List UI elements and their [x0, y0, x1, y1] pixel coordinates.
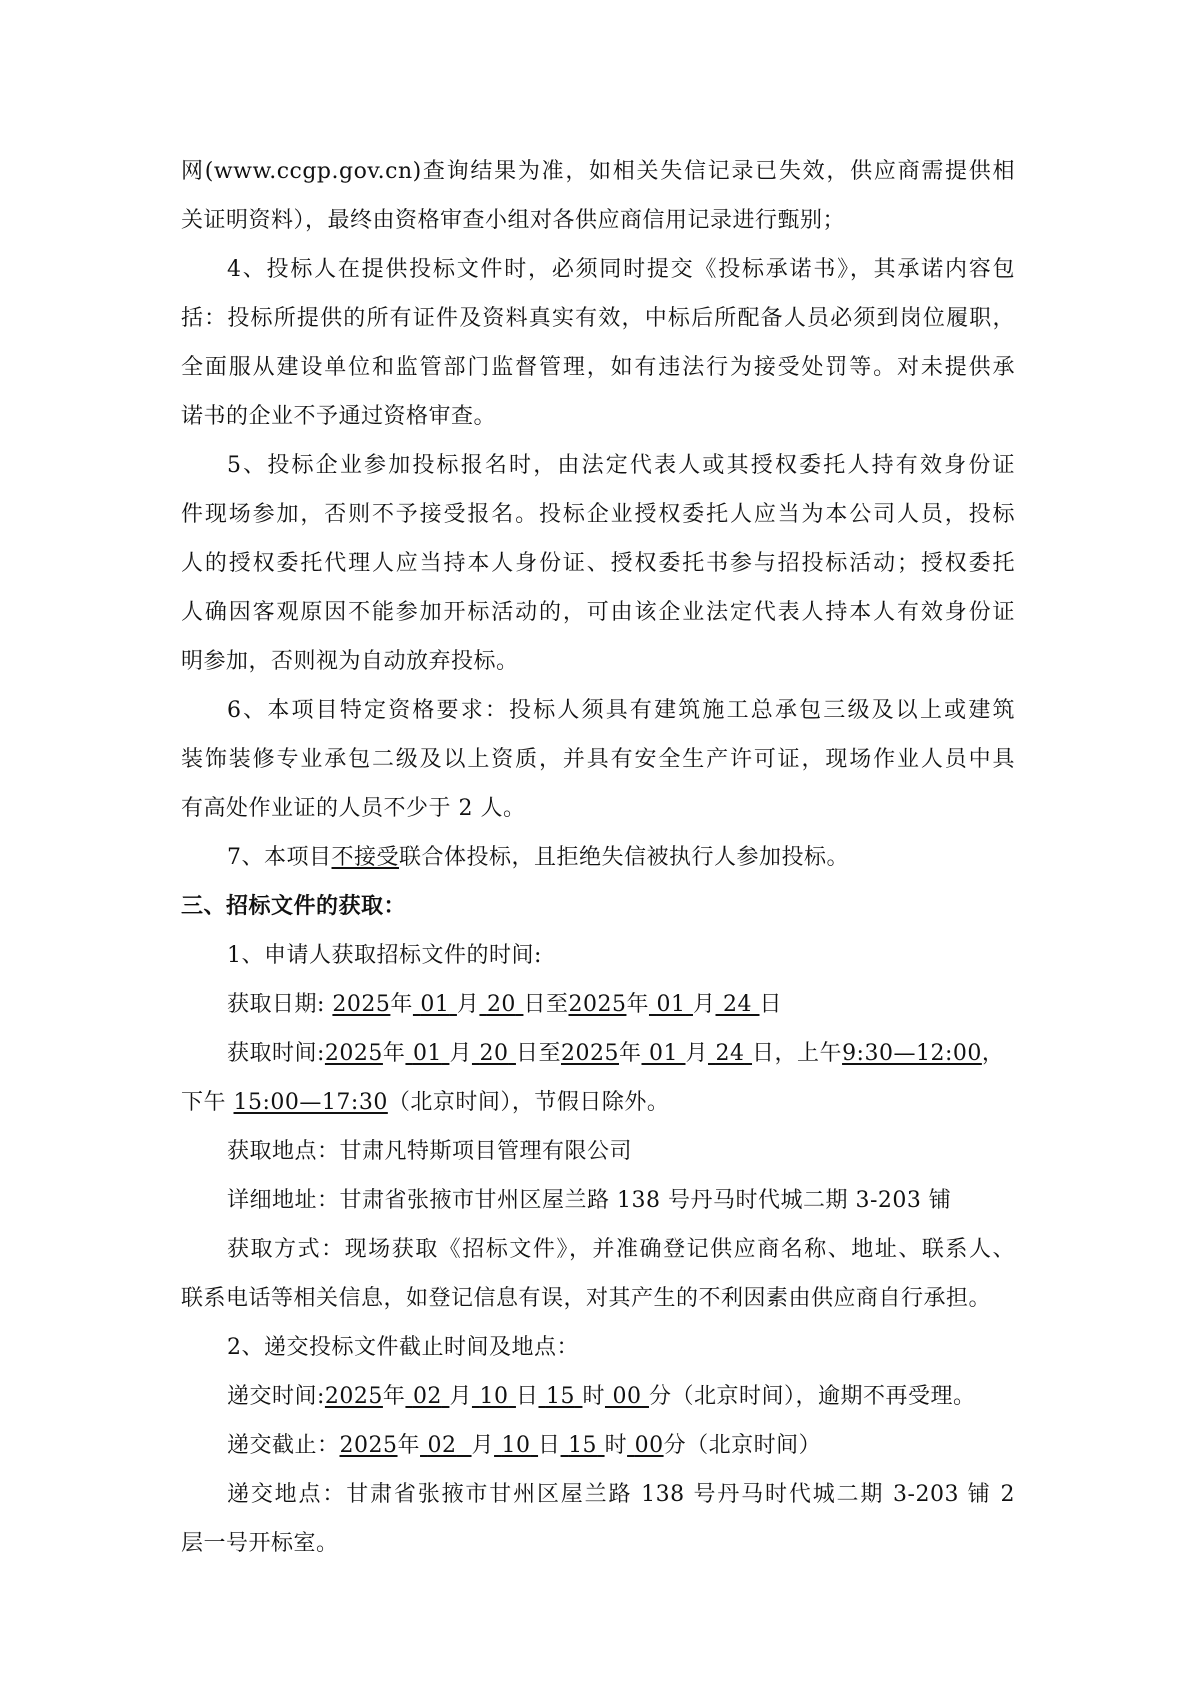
- unit: 年: [618, 1041, 642, 1066]
- date-field: 2025: [568, 992, 627, 1017]
- unit: 至: [538, 1041, 561, 1066]
- paragraph-joint-bid: [181, 833, 1015, 882]
- submit-time-line: [181, 1372, 1015, 1421]
- text-line: 装饰装修专业承包二级及以上资质，并具有安全生产许可证，现场作业人员中具: [181, 747, 1015, 772]
- obtain-date-line: [181, 980, 1015, 1029]
- unit: 月: [685, 1041, 709, 1066]
- text-segment: （北京时间），逾期不再受理。: [671, 1384, 976, 1409]
- time-range: 15:00—17:30: [233, 1090, 388, 1115]
- text-line: 全面服从建设单位和监管部门监督管理，如有违法行为接受处罚等。对未提供承: [181, 355, 1015, 380]
- unit: 日: [752, 1041, 775, 1066]
- date-field: 01: [412, 1041, 442, 1066]
- text-line: 有高处作业证的人员不少于 2 人。: [181, 796, 526, 821]
- date-field: 20: [479, 1041, 509, 1066]
- text-line: 人的授权委托代理人应当持本人身份证、授权委托书参与招投标活动；授权委托: [181, 551, 1015, 576]
- paragraph-commitment: [181, 245, 1015, 441]
- text-segment: 7、本项目: [227, 845, 332, 870]
- item-title: 2、递交投标文件截止时间及地点：: [227, 1335, 579, 1360]
- item-title: 1、申请人获取招标文件的时间:: [227, 943, 542, 968]
- unit: ，: [981, 1041, 1005, 1066]
- submit-place: 递交地点：甘肃省张掖市甘州区屋兰路 138 号丹马时代城二期 3-203 铺 2: [227, 1482, 1015, 1507]
- text-line: 人确因客观原因不能参加开标活动的，可由该企业法定代表人持本人有效身份证: [181, 600, 1015, 625]
- text-segment: （北京时间），节假日除外。: [387, 1090, 670, 1115]
- unit: 时: [582, 1384, 605, 1409]
- date-field: 24: [723, 992, 752, 1017]
- unit: 分: [648, 1384, 672, 1409]
- date-field: 00: [634, 1433, 664, 1458]
- unit: 月: [456, 992, 480, 1017]
- date-field: 01: [649, 1041, 678, 1066]
- unit: 年: [397, 1433, 421, 1458]
- unit: 日: [759, 992, 783, 1017]
- unit: 日: [515, 1041, 539, 1066]
- obtain-place: 获取地点：甘肃凡特斯项目管理有限公司: [227, 1139, 633, 1164]
- unit: 月: [449, 1384, 472, 1409]
- date-field: 10: [501, 1433, 531, 1458]
- date-field: 01: [420, 992, 450, 1017]
- date-field: 20: [486, 992, 516, 1017]
- time-range: 9:30—12:00: [842, 1041, 982, 1066]
- field-label: 递交截止：: [227, 1433, 340, 1458]
- unit: 年: [382, 1041, 406, 1066]
- unit: 月: [449, 1041, 472, 1066]
- section-heading: 三、招标文件的获取：: [181, 894, 407, 919]
- text-line: 括：投标所提供的所有证件及资料真实有效，中标后所配备人员必须到岗位履职，: [181, 306, 1015, 331]
- obtain-time-line: [181, 1029, 1015, 1078]
- date-field: 00: [612, 1384, 642, 1409]
- text-line: 关证明资料），最终由资格审查小组对各供应商信用记录进行甄别；: [181, 208, 846, 233]
- underlined-text: 不接受: [331, 845, 400, 870]
- unit: 日: [515, 1384, 539, 1409]
- date-field: 15: [545, 1384, 575, 1409]
- text-line: 6、本项目特定资格要求：投标人须具有建筑施工总承包三级及以上或建筑: [227, 698, 1015, 723]
- unit: 月: [471, 1433, 495, 1458]
- date-field: 15: [568, 1433, 598, 1458]
- date-field: 24: [715, 1041, 745, 1066]
- unit: 日: [523, 992, 546, 1017]
- date-field: 01: [656, 992, 686, 1017]
- unit: 时: [604, 1433, 628, 1458]
- unit: 年: [382, 1384, 406, 1409]
- am-label: 上午: [797, 1041, 843, 1066]
- date-field: 2025: [560, 1041, 619, 1066]
- field-label: 获取时间:: [227, 1041, 325, 1066]
- text-segment: 联合体投标，且拒绝失信被执行人参加投标。: [399, 845, 850, 870]
- text-line: 5、投标企业参加投标报名时，由法定代表人或其授权委托人持有效身份证: [227, 453, 1015, 478]
- text-segment: （北京时间）: [686, 1433, 822, 1458]
- pm-label: 下午: [181, 1090, 227, 1115]
- date-field: 2025: [324, 1384, 383, 1409]
- paragraph-qualification: [181, 686, 1015, 833]
- date-field: 2025: [339, 1433, 398, 1458]
- text-line: 网(www.ccgp.gov.cn)查询结果为准，如相关失信记录已失效，供应商需提供相: [181, 159, 1015, 184]
- date-field: 02: [412, 1384, 442, 1409]
- unit: ，: [774, 1041, 798, 1066]
- text-line: 明参加，否则视为自动放弃投标。: [181, 649, 519, 674]
- date-field: 2025: [324, 1041, 383, 1066]
- unit: 年: [626, 992, 649, 1017]
- deadline-line: [181, 1421, 1015, 1470]
- text-line: 诺书的企业不予通过资格审查。: [181, 404, 497, 429]
- paragraph-registration: [181, 441, 1015, 686]
- date-field: 10: [479, 1384, 509, 1409]
- paragraph-credit-check: [181, 147, 1015, 245]
- unit: 月: [692, 992, 716, 1017]
- unit: 至: [545, 992, 569, 1017]
- date-field: 2025: [332, 992, 391, 1017]
- text-line: 4、投标人在提供投标文件时，必须同时提交《投标承诺书》，其承诺内容包: [227, 257, 1015, 282]
- field-label: 递交时间:: [227, 1384, 325, 1409]
- obtain-time-line-cont: [181, 1078, 1015, 1127]
- obtain-method-cont: 联系电话等相关信息，如登记信息有误，对其产生的不利因素由供应商自行承担。: [181, 1286, 992, 1311]
- unit: 年: [390, 992, 413, 1017]
- unit: 分: [663, 1433, 687, 1458]
- field-label: 获取日期:: [227, 992, 333, 1017]
- text-line: 件现场参加，否则不予接受报名。投标企业授权委托人应当为本公司人员，投标: [181, 502, 1015, 527]
- date-field: 02: [427, 1433, 457, 1458]
- submit-place-cont: 层一号开标室。: [181, 1531, 339, 1556]
- obtain-method: 获取方式：现场获取《招标文件》，并准确登记供应商名称、地址、联系人、: [227, 1237, 1015, 1262]
- detailed-address: 详细地址：甘肃省张掖市甘州区屋兰路 138 号丹马时代城二期 3-203 铺: [227, 1188, 952, 1213]
- unit: 日: [538, 1433, 561, 1458]
